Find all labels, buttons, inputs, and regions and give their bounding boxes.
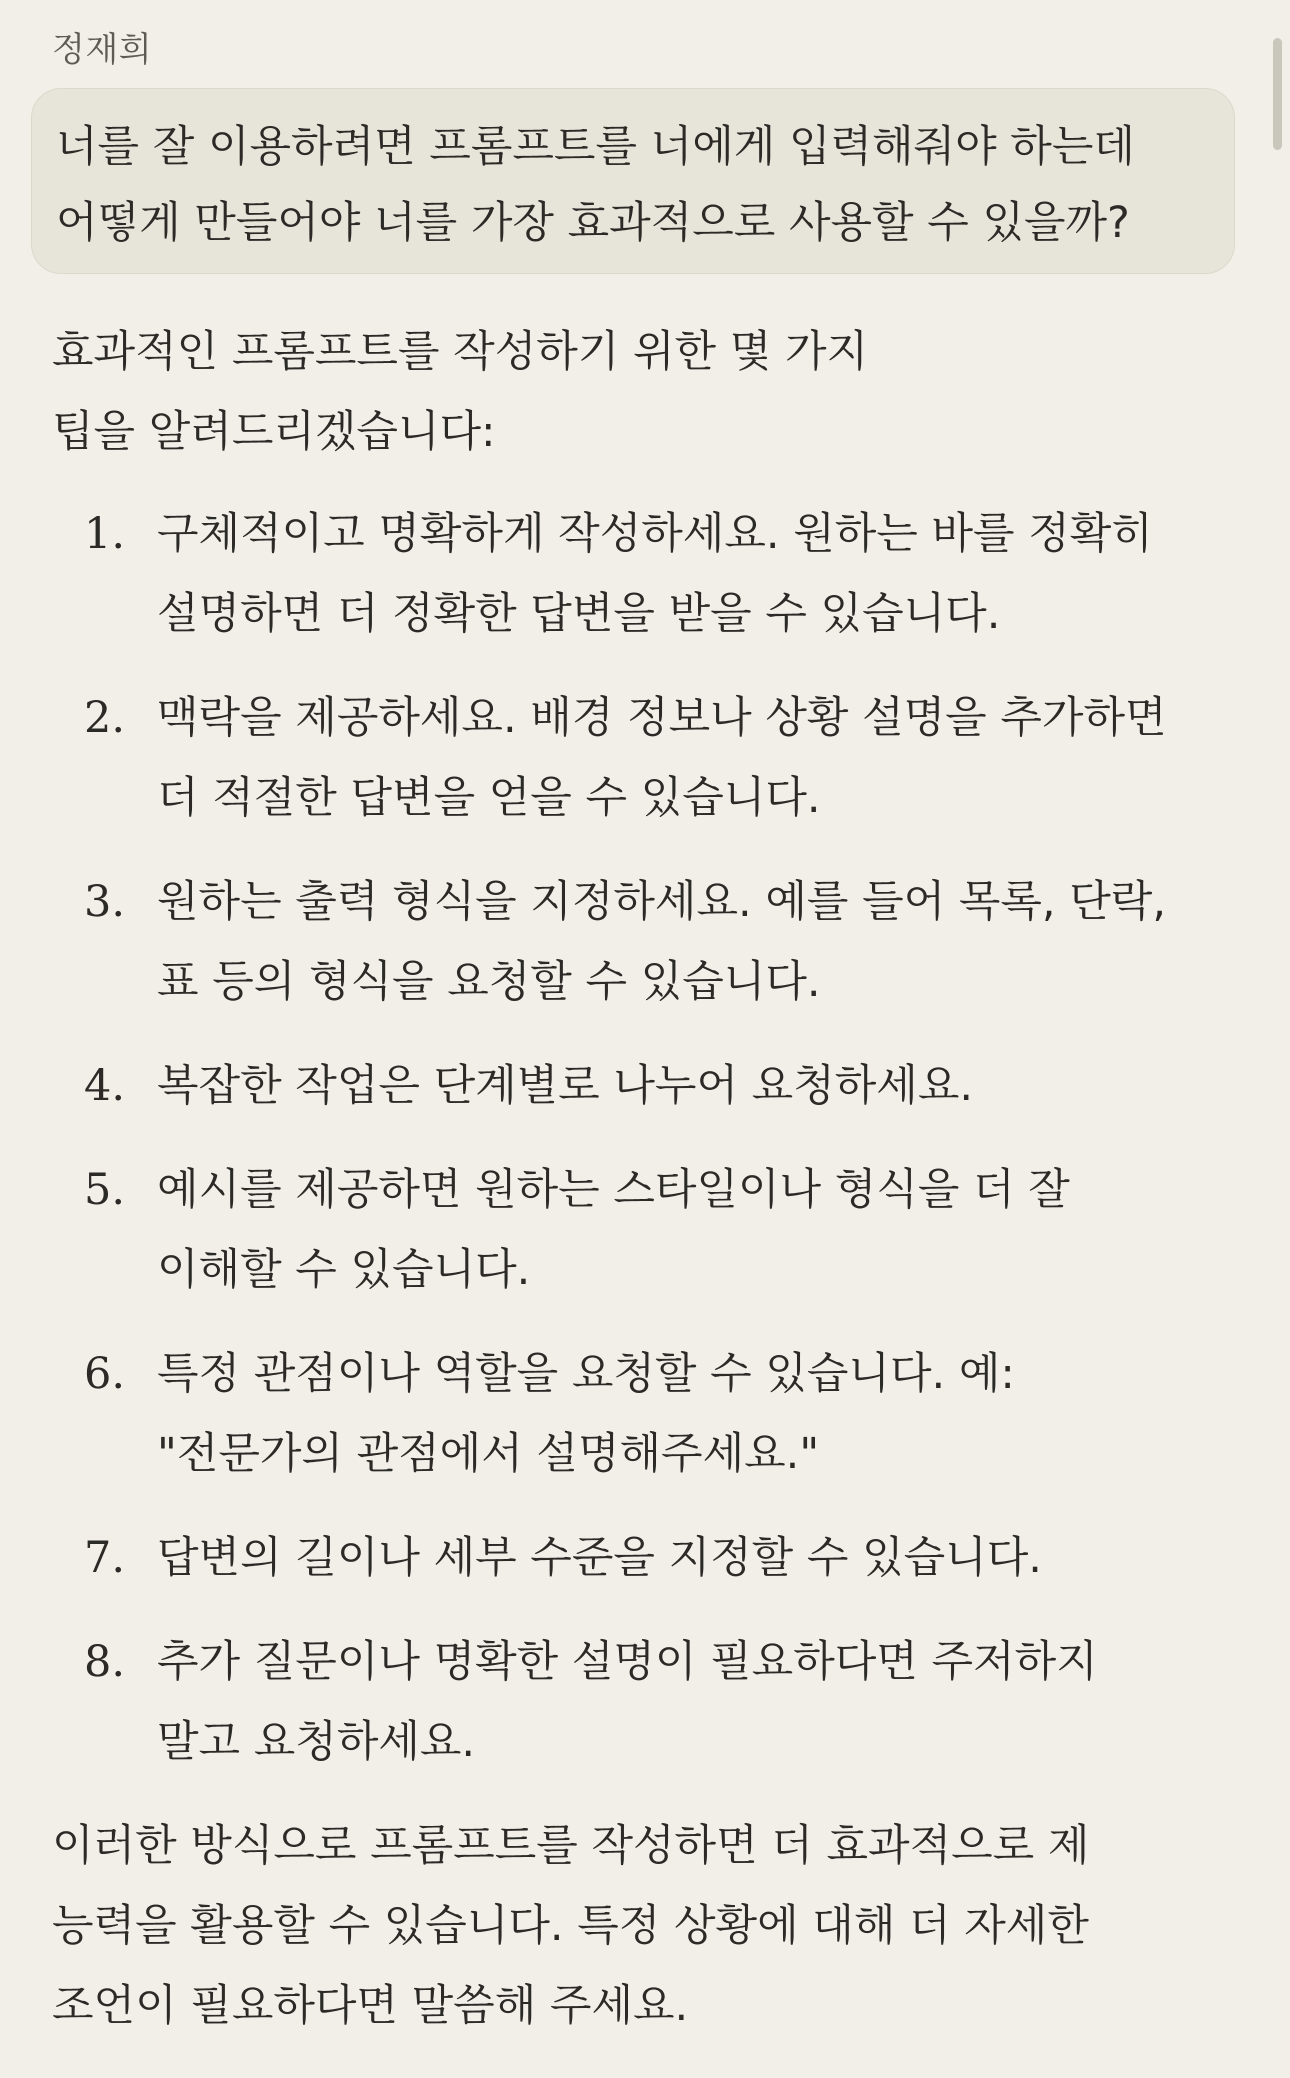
list-item-number: 5. — [84, 1165, 126, 1215]
list-item — [52, 862, 1212, 1022]
list-item-line: 원하는 출력 형식을 지정하세요. 예를 들어 목록, 단락, — [157, 877, 1166, 927]
reply-intro-line: 팁을 알려드리겠습니다: — [52, 407, 496, 457]
list-item-line: 말고 요청하세요. — [157, 1717, 476, 1767]
scrollbar-thumb[interactable] — [1273, 38, 1282, 150]
reply-outro-line: 이러한 방식으로 프롬프트를 작성하면 더 효과적으로 제 — [52, 1821, 1090, 1871]
list-item-line: 복잡한 작업은 단계별로 나누어 요청하세요. — [157, 1061, 974, 1111]
list-item — [52, 1334, 1212, 1494]
list-item-text — [157, 1622, 1212, 1782]
reply-outro-line: 능력을 활용할 수 있습니다. 특정 상황에 대해 더 자세한 — [52, 1901, 1089, 1951]
tips-list — [52, 494, 1212, 1782]
list-item-number: 4. — [84, 1061, 126, 1111]
list-item-number: 2. — [84, 693, 126, 743]
list-item — [52, 1622, 1212, 1782]
reply-outro — [52, 1806, 1212, 2046]
sender-name: 정재희 — [52, 30, 153, 70]
reply-intro-line: 효과적인 프롬프트를 작성하기 위한 몇 가지 — [52, 327, 869, 377]
list-item-text — [157, 678, 1212, 838]
user-message-line: 어떻게 만들어야 너를 가장 효과적으로 사용할 수 있을까? — [56, 198, 1130, 248]
list-item-text — [157, 494, 1212, 654]
list-item-text — [157, 1518, 1212, 1598]
list-item-text — [157, 1334, 1212, 1494]
reply-intro — [52, 312, 952, 472]
assistant-reply — [52, 312, 1212, 2046]
list-item-line: 추가 질문이나 명확한 설명이 필요하다면 주저하지 — [157, 1637, 1098, 1687]
list-item-text — [157, 1046, 1212, 1126]
user-message-bubble — [31, 88, 1235, 274]
list-item-line: 맥락을 제공하세요. 배경 정보나 상황 설명을 추가하면 — [157, 693, 1167, 743]
list-item-line: 이해할 수 있습니다. — [157, 1245, 531, 1295]
list-item-line: "전문가의 관점에서 설명해주세요." — [157, 1429, 820, 1479]
list-item-line: 답변의 길이나 세부 수준을 지정할 수 있습니다. — [157, 1533, 1042, 1583]
list-item — [52, 1150, 1212, 1310]
reply-outro-line: 조언이 필요하다면 말씀해 주세요. — [52, 1981, 689, 2031]
list-item — [52, 494, 1212, 654]
list-item-line: 설명하면 더 정확한 답변을 받을 수 있습니다. — [157, 589, 1001, 639]
list-item-line: 구체적이고 명확하게 작성하세요. 원하는 바를 정확히 — [157, 509, 1153, 559]
list-item — [52, 1518, 1212, 1598]
list-item — [52, 678, 1212, 838]
list-item-number: 3. — [84, 877, 126, 927]
list-item-line: 예시를 제공하면 원하는 스타일이나 형식을 더 잘 — [157, 1165, 1070, 1215]
list-item-number: 1. — [84, 509, 126, 559]
list-item-number: 8. — [84, 1637, 126, 1687]
list-item-number: 6. — [84, 1349, 126, 1399]
list-item-line: 더 적절한 답변을 얻을 수 있습니다. — [157, 773, 821, 823]
list-item-number: 7. — [84, 1533, 126, 1583]
list-item-line: 특정 관점이나 역할을 요청할 수 있습니다. 예: — [157, 1349, 1015, 1399]
list-item — [52, 1046, 1212, 1126]
list-item-line: 표 등의 형식을 요청할 수 있습니다. — [157, 957, 821, 1007]
list-item-text — [157, 1150, 1212, 1310]
user-message-line: 너를 잘 이용하려면 프롬프트를 너에게 입력해줘야 하는데 — [56, 122, 1135, 172]
list-item-text — [157, 862, 1212, 1022]
scrollbar[interactable] — [1262, 0, 1290, 2078]
